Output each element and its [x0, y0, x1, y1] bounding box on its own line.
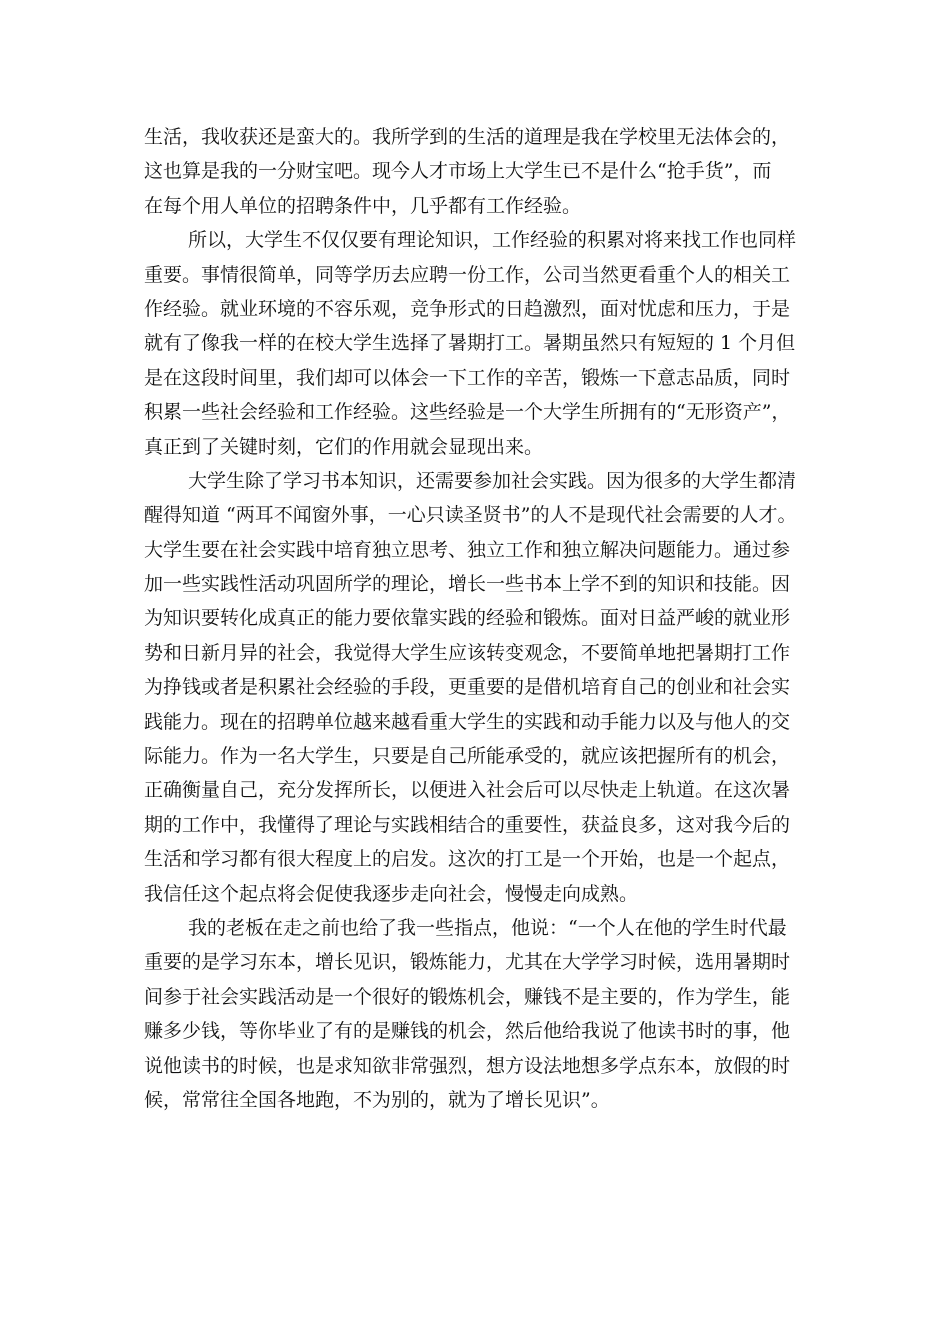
- paragraph-3-line-8: 践能力。现在的招聘单位越来越看重大学生的实践和动手能力以及与他人的交: [144, 710, 791, 733]
- paragraph-3-line-10: 正确衡量自己，充分发挥所长，以便进入社会后可以尽快走上轨道。在这次暑: [144, 779, 791, 802]
- paragraph-3-line-13: 我信任这个起点将会促使我逐步走向社会，慢慢走向成熟。: [144, 882, 639, 905]
- paragraph-3-line-1: 大学生除了学习书本知识，还需要参加社会实践。因为很多的大学生都清: [188, 469, 797, 492]
- paragraph-2-line-6: 积累一些社会经验和工作经验。这些经验是一个大学生所拥有的“无形资产”，: [144, 401, 791, 424]
- paragraph-2-line-1: 所以，大学生不仅仅要有理论知识，工作经验的积累对将来找工作也同样: [188, 229, 797, 252]
- paragraph-3-line-7: 为挣钱或者是积累社会经验的手段，更重要的是借机培育自己的创业和社会实: [144, 676, 791, 699]
- paragraph-3-line-3: 大学生要在社会实践中培育独立思考、独立工作和独立解决问题能力。通过参: [144, 538, 791, 561]
- paragraph-2-line-7: 真正到了关键时刻，它们的作用就会显现出来。: [144, 435, 544, 458]
- paragraph-3-line-4: 加一些实践性活动巩固所学的理论，增长一些书本上学不到的知识和技能。因: [144, 573, 791, 596]
- paragraph-1-line-3: 在每个用人单位的招聘条件中，几乎都有工作经验。: [144, 194, 582, 217]
- paragraph-4-line-5: 说他读书的时候，也是求知欲非常强烈，想方设法地想多学点东本，放假的时: [144, 1054, 791, 1077]
- paragraph-1-line-1: 生活，我收获还是蛮大的。我所学到的生活的道理是我在学校里无法体会的，: [144, 126, 791, 148]
- paragraph-2-line-4: 就有了像我一样的在校大学生选择了暑期打工。暑期虽然只有短短的 1 个月但: [144, 332, 796, 355]
- paragraph-1-line-2: 这也算是我的一分财宝吧。现今人才市场上大学生已不是什么“抢手货”，而: [144, 160, 772, 183]
- paragraph-3-line-11: 期的工作中，我懂得了理论与实践相结合的重要性，获益良多，这对我今后的: [144, 813, 791, 836]
- paragraph-3-line-2: 醒得知道 “两耳不闻窗外事，一心只读圣贤书”的人不是现代社会需要的人才。: [144, 504, 797, 527]
- paragraph-4-line-1: 我的老板在走之前也给了我一些指点，他说：“一个人在他的学生时代最: [188, 916, 787, 939]
- paragraph-4-line-2: 重要的是学习东本，增长见识，锻炼能力，尤其在大学学习时候，选用暑期时: [144, 951, 791, 974]
- paragraph-2-line-2: 重要。事情很简单，同等学历去应聘一份工作，公司当然更看重个人的相关工: [144, 263, 791, 286]
- paragraph-2-line-3: 作经验。就业环境的不容乐观，竞争形式的日趋激烈，面对忧虑和压力，于是: [144, 297, 791, 320]
- paragraph-3-line-6: 势和日新月异的社会，我觉得大学生应该转变观念，不要简单地把暑期打工作: [144, 641, 791, 664]
- paragraph-4-line-4: 赚多少钱，等你毕业了有的是赚钱的机会，然后他给我说了他读书时的事，他: [144, 1020, 791, 1043]
- paragraph-2-line-5: 是在这段时间里，我们却可以体会一下工作的辛苦，锻炼一下意志品质，同时: [144, 366, 791, 389]
- paragraph-3-line-5: 为知识要转化成真正的能力要依靠实践的经验和锻炼。面对日益严峻的就业形: [144, 607, 791, 630]
- paragraph-3-line-12: 生活和学习都有很大程度上的启发。这次的打工是一个开始，也是一个起点，: [144, 848, 791, 871]
- paragraph-3-line-9: 际能力。作为一名大学生，只要是自己所能承受的，就应该把握所有的机会，: [144, 745, 791, 768]
- paragraph-4-line-3: 间参于社会实践活动是一个很好的锻炼机会，赚钱不是主要的，作为学生，能: [144, 985, 791, 1008]
- paragraph-4-line-6: 候，常常往全国各地跑，不为别的，就为了增长见识”。: [144, 1088, 610, 1111]
- body-text: [144, 120, 844, 1117]
